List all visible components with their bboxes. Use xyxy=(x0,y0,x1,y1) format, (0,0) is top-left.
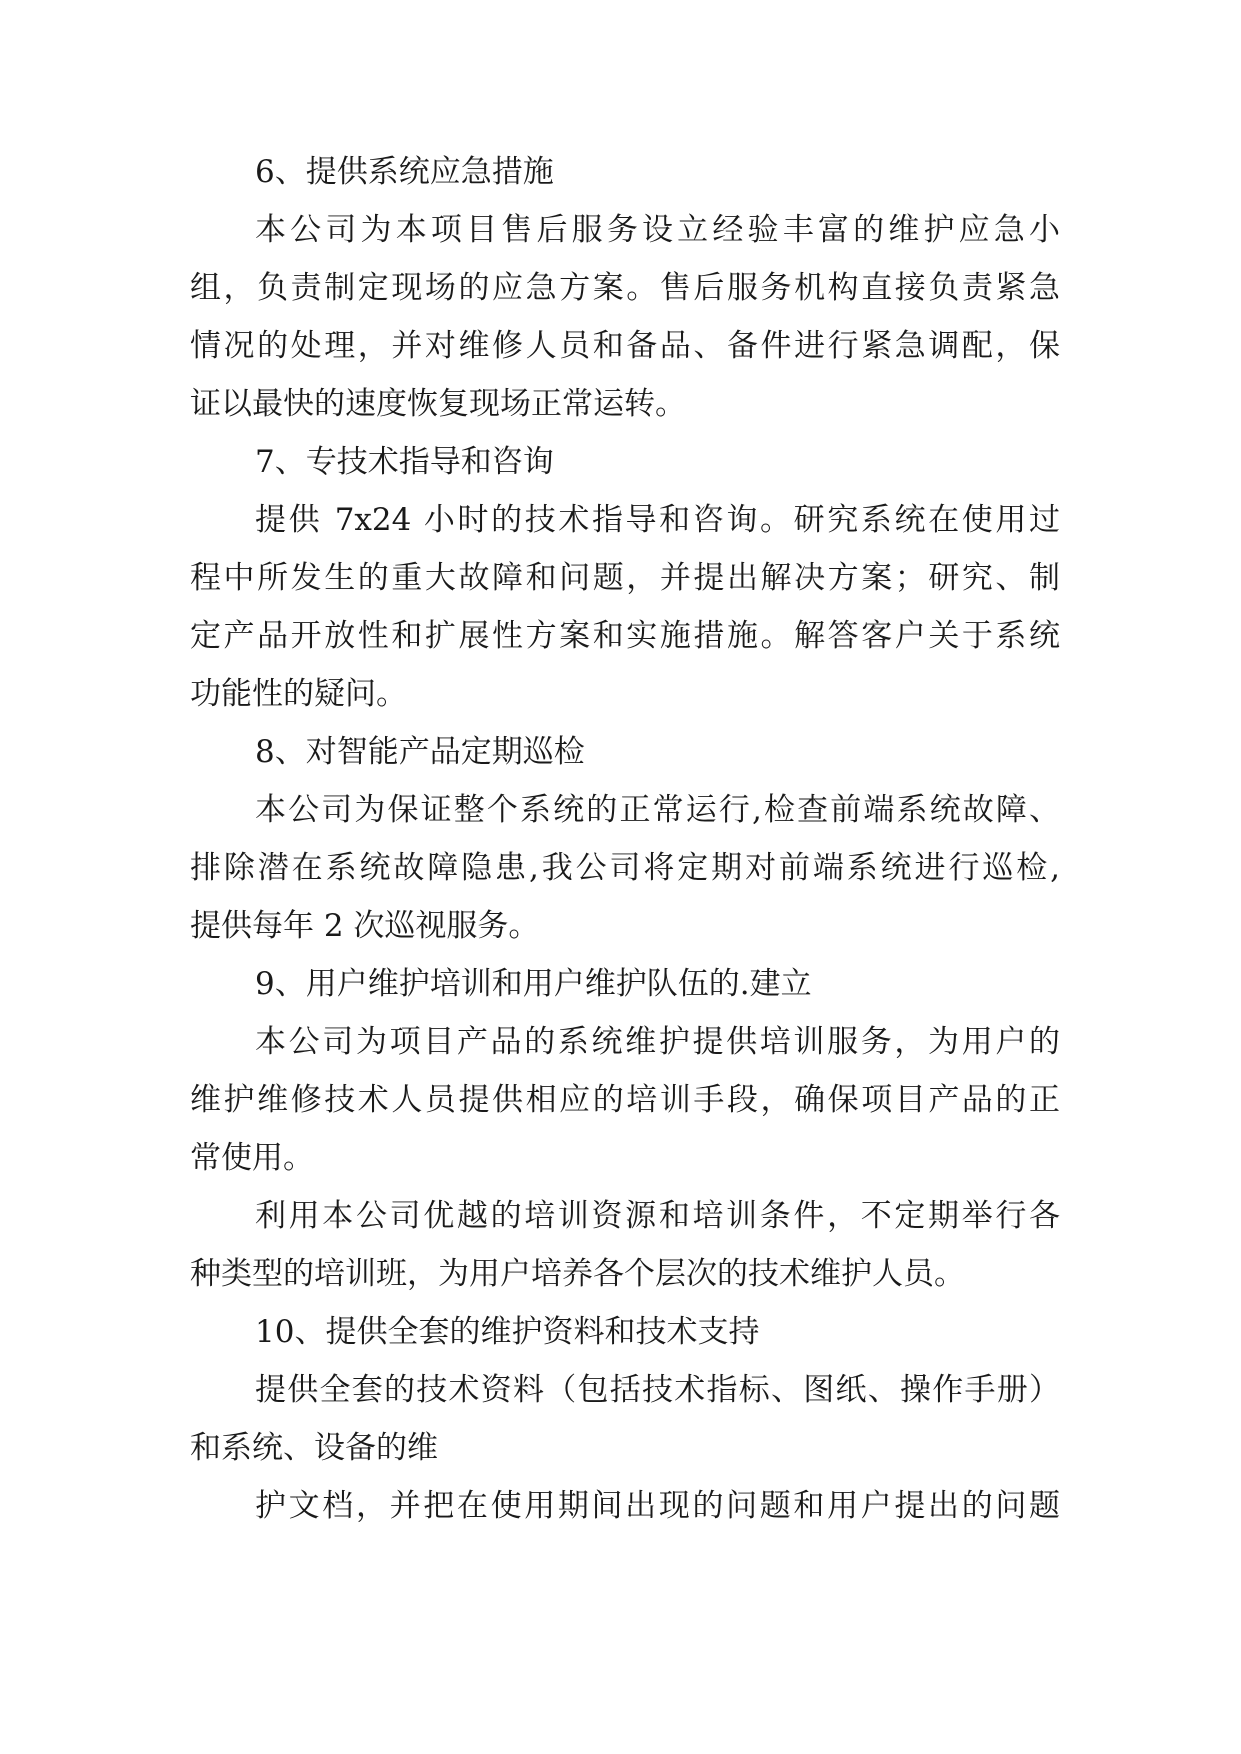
paragraph-line: 组，负责制定现场的应急方案。售后服务机构直接负责紧急 xyxy=(190,270,1060,306)
section-heading-7: 7、专技术指导和咨询 xyxy=(255,444,554,480)
paragraph-line: 排除潜在系统故障隐患,我公司将定期对前端系统进行巡检, xyxy=(190,850,1060,886)
paragraph-line: 利用本公司优越的培训资源和培训条件，不定期举行各 xyxy=(255,1198,1060,1234)
section-heading-8: 8、对智能产品定期巡检 xyxy=(255,734,585,770)
paragraph-line: 提供 7x24 小时的技术指导和咨询。研究系统在使用过 xyxy=(255,502,1060,538)
paragraph-line: 和系统、设备的维 xyxy=(190,1430,438,1466)
paragraph-line: 证以最快的速度恢复现场正常运转。 xyxy=(190,386,686,422)
paragraph-line: 护文档，并把在使用期间出现的问题和用户提出的问题 xyxy=(255,1488,1060,1524)
paragraph-line: 本公司为本项目售后服务设立经验丰富的维护应急小 xyxy=(255,212,1060,248)
paragraph-line: 情况的处理，并对维修人员和备品、备件进行紧急调配，保 xyxy=(190,328,1060,364)
paragraph-line: 功能性的疑问。 xyxy=(190,676,407,712)
paragraph-line: 常使用。 xyxy=(190,1140,314,1176)
section-heading-10: 10、提供全套的维护资料和技术支持 xyxy=(255,1314,760,1350)
paragraph-line: 种类型的培训班，为用户培养各个层次的技术维护人员。 xyxy=(190,1256,965,1292)
section-heading-6: 6、提供系统应急措施 xyxy=(255,154,554,190)
section-heading-9: 9、用户维护培训和用户维护队伍的.建立 xyxy=(255,966,812,1002)
paragraph-line: 维护维修技术人员提供相应的培训手段，确保项目产品的正 xyxy=(190,1082,1060,1118)
paragraph-line: 提供每年 2 次巡视服务。 xyxy=(190,908,540,944)
paragraph-line: 提供全套的技术资料（包括技术指标、图纸、操作手册） xyxy=(255,1372,1060,1408)
paragraph-line: 本公司为项目产品的系统维护提供培训服务，为用户的 xyxy=(255,1024,1060,1060)
paragraph-line: 定产品开放性和扩展性方案和实施措施。解答客户关于系统 xyxy=(190,618,1060,654)
paragraph-line: 本公司为保证整个系统的正常运行,检查前端系统故障、 xyxy=(255,792,1060,828)
paragraph-line: 程中所发生的重大故障和问题，并提出解决方案；研究、制 xyxy=(190,560,1060,596)
